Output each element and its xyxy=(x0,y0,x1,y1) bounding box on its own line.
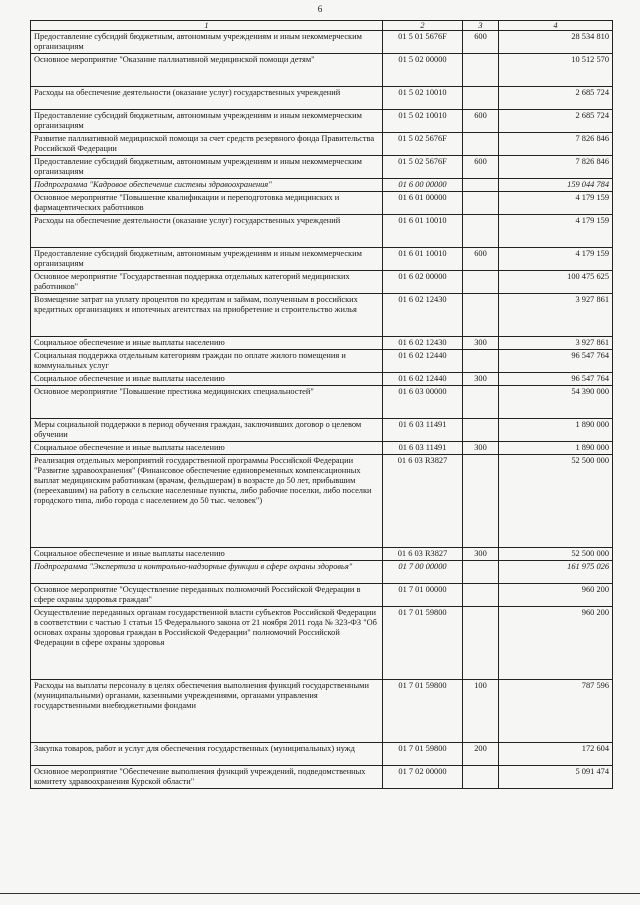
row-sum-cell: 1 890 000 xyxy=(499,442,613,455)
row-name-cell: Предоставление субсидий бюджетным, автономным учреждениям и иным некоммерческим организациям xyxy=(31,156,383,179)
row-vr-cell: 600 xyxy=(463,110,499,133)
row-name-cell: Реализация отдельных мероприятий государственной программы Российской Федерации "Развитие здравоохранения" (Финансовое обеспечение единовременных компенсационных выплат медицинским работникам (врачам, фельдшерам) в возрасте до 50 лет, прибывшим (переехавшим) на работу в сельские населенные пункты, либо рабочие поселки, либо поселки городского типа, либо города с населением до 50 тыс. человек") xyxy=(31,455,383,548)
table-row xyxy=(31,350,613,373)
row-sum-cell: 10 512 570 xyxy=(499,54,613,87)
row-csr-cell: 01 7 02 00000 xyxy=(383,766,463,789)
row-vr-cell: 600 xyxy=(463,248,499,271)
row-name-cell: Социальное обеспечение и иные выплаты населению xyxy=(31,337,383,350)
row-csr-cell: 01 6 03 11491 xyxy=(383,442,463,455)
row-name-cell: Основное мероприятие "Осуществление переданных полномочий Российской Федерации в сфере охраны здоровья граждан" xyxy=(31,584,383,607)
table-row xyxy=(31,548,613,561)
row-csr-cell: 01 5 02 5676F xyxy=(383,156,463,179)
row-vr-cell: 200 xyxy=(463,743,499,766)
row-csr-cell: 01 5 02 5676F xyxy=(383,133,463,156)
table-row xyxy=(31,133,613,156)
table-row xyxy=(31,743,613,766)
row-vr-cell xyxy=(463,294,499,337)
page-number: 6 xyxy=(317,4,323,14)
row-vr-cell xyxy=(463,192,499,215)
table-row xyxy=(31,442,613,455)
row-sum-cell: 3 927 861 xyxy=(499,337,613,350)
table-row xyxy=(31,215,613,248)
row-sum-cell: 4 179 159 xyxy=(499,248,613,271)
row-vr-cell xyxy=(463,584,499,607)
row-csr-cell: 01 6 02 00000 xyxy=(383,271,463,294)
row-name-cell: Подпрограмма "Экспертиза и контрольно-надзорные функции в сфере охраны здоровья" xyxy=(31,561,383,584)
row-csr-cell: 01 6 02 12430 xyxy=(383,294,463,337)
row-name-cell: Меры социальной поддержки в период обучения граждан, заключивших договор о целевом обучении xyxy=(31,419,383,442)
row-vr-cell: 600 xyxy=(463,156,499,179)
column-header-csr: 2 xyxy=(383,21,463,31)
row-sum-cell: 4 179 159 xyxy=(499,215,613,248)
row-csr-cell: 01 6 01 10010 xyxy=(383,215,463,248)
row-name-cell: Социальное обеспечение и иные выплаты населению xyxy=(31,373,383,386)
row-csr-cell: 01 5 02 00000 xyxy=(383,54,463,87)
page-bottom-rule xyxy=(0,893,640,894)
row-sum-cell: 960 200 xyxy=(499,584,613,607)
table-row xyxy=(31,192,613,215)
row-csr-cell: 01 6 02 12430 xyxy=(383,337,463,350)
row-name-cell: Расходы на обеспечение деятельности (оказание услуг) государственных учреждений xyxy=(31,87,383,110)
row-name-cell: Подпрограмма "Кадровое обеспечение системы здравоохранения" xyxy=(31,179,383,192)
row-vr-cell: 600 xyxy=(463,31,499,54)
row-csr-cell: 01 6 03 R3827 xyxy=(383,548,463,561)
row-vr-cell xyxy=(463,419,499,442)
row-csr-cell: 01 5 02 10010 xyxy=(383,110,463,133)
row-csr-cell: 01 7 01 59800 xyxy=(383,743,463,766)
table-row xyxy=(31,179,613,192)
row-sum-cell: 960 200 xyxy=(499,607,613,680)
row-sum-cell: 1 890 000 xyxy=(499,419,613,442)
row-vr-cell xyxy=(463,607,499,680)
row-csr-cell: 01 6 02 12440 xyxy=(383,350,463,373)
row-vr-cell xyxy=(463,215,499,248)
row-vr-cell xyxy=(463,271,499,294)
table-row xyxy=(31,31,613,54)
row-sum-cell: 100 475 625 xyxy=(499,271,613,294)
row-csr-cell: 01 7 01 59800 xyxy=(383,607,463,680)
row-name-cell: Социальное обеспечение и иные выплаты населению xyxy=(31,442,383,455)
row-vr-cell xyxy=(463,561,499,584)
table-row xyxy=(31,373,613,386)
row-vr-cell xyxy=(463,87,499,110)
row-csr-cell: 01 6 01 00000 xyxy=(383,192,463,215)
row-vr-cell xyxy=(463,179,499,192)
row-vr-cell xyxy=(463,455,499,548)
table-row xyxy=(31,680,613,743)
row-name-cell: Социальное обеспечение и иные выплаты населению xyxy=(31,548,383,561)
row-vr-cell: 300 xyxy=(463,337,499,350)
row-csr-cell: 01 5 01 5676F xyxy=(383,31,463,54)
row-csr-cell: 01 6 03 00000 xyxy=(383,386,463,419)
row-name-cell: Основное мероприятие "Повышение квалификации и переподготовка медицинских и фармацевтических работников xyxy=(31,192,383,215)
table-row xyxy=(31,386,613,419)
row-sum-cell: 2 685 724 xyxy=(499,110,613,133)
row-name-cell: Предоставление субсидий бюджетным, автономным учреждениям и иным некоммерческим организациям xyxy=(31,31,383,54)
row-vr-cell xyxy=(463,54,499,87)
row-name-cell: Основное мероприятие "Оказание паллиативной медицинской помощи детям" xyxy=(31,54,383,87)
row-vr-cell xyxy=(463,766,499,789)
budget-table xyxy=(30,20,613,789)
row-sum-cell: 52 500 000 xyxy=(499,548,613,561)
row-name-cell: Развитие паллиативной медицинской помощи за счет средств резервного фонда Правительства Российской Федерации xyxy=(31,133,383,156)
row-sum-cell: 172 604 xyxy=(499,743,613,766)
table-row xyxy=(31,766,613,789)
row-vr-cell: 300 xyxy=(463,373,499,386)
row-sum-cell: 96 547 764 xyxy=(499,373,613,386)
row-vr-cell: 100 xyxy=(463,680,499,743)
row-csr-cell: 01 6 03 R3827 xyxy=(383,455,463,548)
row-vr-cell xyxy=(463,386,499,419)
row-name-cell: Закупка товаров, работ и услуг для обеспечения государственных (муниципальных) нужд xyxy=(31,743,383,766)
table-row xyxy=(31,607,613,680)
row-sum-cell: 2 685 724 xyxy=(499,87,613,110)
row-sum-cell: 787 596 xyxy=(499,680,613,743)
row-name-cell: Осуществление переданных органам государственной власти субъектов Российской Федерации в соответствии с частью 1 статьи 15 Федерального закона от 21 ноября 2011 года № 323-ФЗ "Об основах охраны здоровья граждан в Российской Федерации" полномочий Российской Федерации в сфере охраны здоровья xyxy=(31,607,383,680)
row-sum-cell: 52 500 000 xyxy=(499,455,613,548)
row-csr-cell: 01 7 00 00000 xyxy=(383,561,463,584)
row-csr-cell: 01 7 01 00000 xyxy=(383,584,463,607)
row-sum-cell: 54 390 000 xyxy=(499,386,613,419)
table-row xyxy=(31,419,613,442)
table-row xyxy=(31,248,613,271)
row-vr-cell: 300 xyxy=(463,548,499,561)
row-csr-cell: 01 6 01 10010 xyxy=(383,248,463,271)
row-vr-cell xyxy=(463,133,499,156)
row-csr-cell: 01 6 03 11491 xyxy=(383,419,463,442)
row-sum-cell: 5 091 474 xyxy=(499,766,613,789)
row-name-cell: Расходы на выплаты персоналу в целях обеспечения выполнения функций государственными (муниципальными) органами, казенными учреждениями, органами управления государственными внебюджетными фондами xyxy=(31,680,383,743)
row-sum-cell: 3 927 861 xyxy=(499,294,613,337)
table-header-row xyxy=(31,21,613,31)
row-name-cell: Социальная поддержка отдельным категориям граждан по оплате жилого помещения и коммунальных услуг xyxy=(31,350,383,373)
table-row xyxy=(31,54,613,87)
row-vr-cell xyxy=(463,350,499,373)
table-row xyxy=(31,561,613,584)
table-row xyxy=(31,455,613,548)
table-row xyxy=(31,337,613,350)
row-sum-cell: 96 547 764 xyxy=(499,350,613,373)
row-sum-cell: 7 826 846 xyxy=(499,133,613,156)
row-sum-cell: 4 179 159 xyxy=(499,192,613,215)
row-name-cell: Основное мероприятие "Обеспечение выполнения функций учреждений, подведомственных комитету здравоохранения Курской области" xyxy=(31,766,383,789)
table-body xyxy=(31,31,613,789)
row-csr-cell: 01 6 00 00000 xyxy=(383,179,463,192)
row-name-cell: Возмещение затрат на уплату процентов по кредитам и займам, полученным в российских кредитных организациях и ипотечных агентствах на приобретение и строительство жилья xyxy=(31,294,383,337)
row-csr-cell: 01 5 02 10010 xyxy=(383,87,463,110)
table-row xyxy=(31,271,613,294)
row-name-cell: Предоставление субсидий бюджетным, автономным учреждениям и иным некоммерческим организациям xyxy=(31,248,383,271)
row-sum-cell: 7 826 846 xyxy=(499,156,613,179)
table-row xyxy=(31,584,613,607)
row-csr-cell: 01 7 01 59800 xyxy=(383,680,463,743)
table-row xyxy=(31,156,613,179)
row-vr-cell: 300 xyxy=(463,442,499,455)
table-row xyxy=(31,294,613,337)
row-csr-cell: 01 6 02 12440 xyxy=(383,373,463,386)
row-name-cell: Предоставление субсидий бюджетным, автономным учреждениям и иным некоммерческим организациям xyxy=(31,110,383,133)
table-row xyxy=(31,87,613,110)
row-sum-cell: 161 975 026 xyxy=(499,561,613,584)
row-name-cell: Расходы на обеспечение деятельности (оказание услуг) государственных учреждений xyxy=(31,215,383,248)
row-sum-cell: 159 044 784 xyxy=(499,179,613,192)
row-name-cell: Основное мероприятие "Государственная поддержка отдельных категорий медицинских работников" xyxy=(31,271,383,294)
table-row xyxy=(31,110,613,133)
row-name-cell: Основное мероприятие "Повышение престижа медицинских специальностей" xyxy=(31,386,383,419)
column-header-sum: 4 xyxy=(499,21,613,31)
column-header-vr: 3 xyxy=(463,21,499,31)
row-sum-cell: 28 534 810 xyxy=(499,31,613,54)
column-header-name: 1 xyxy=(31,21,383,31)
